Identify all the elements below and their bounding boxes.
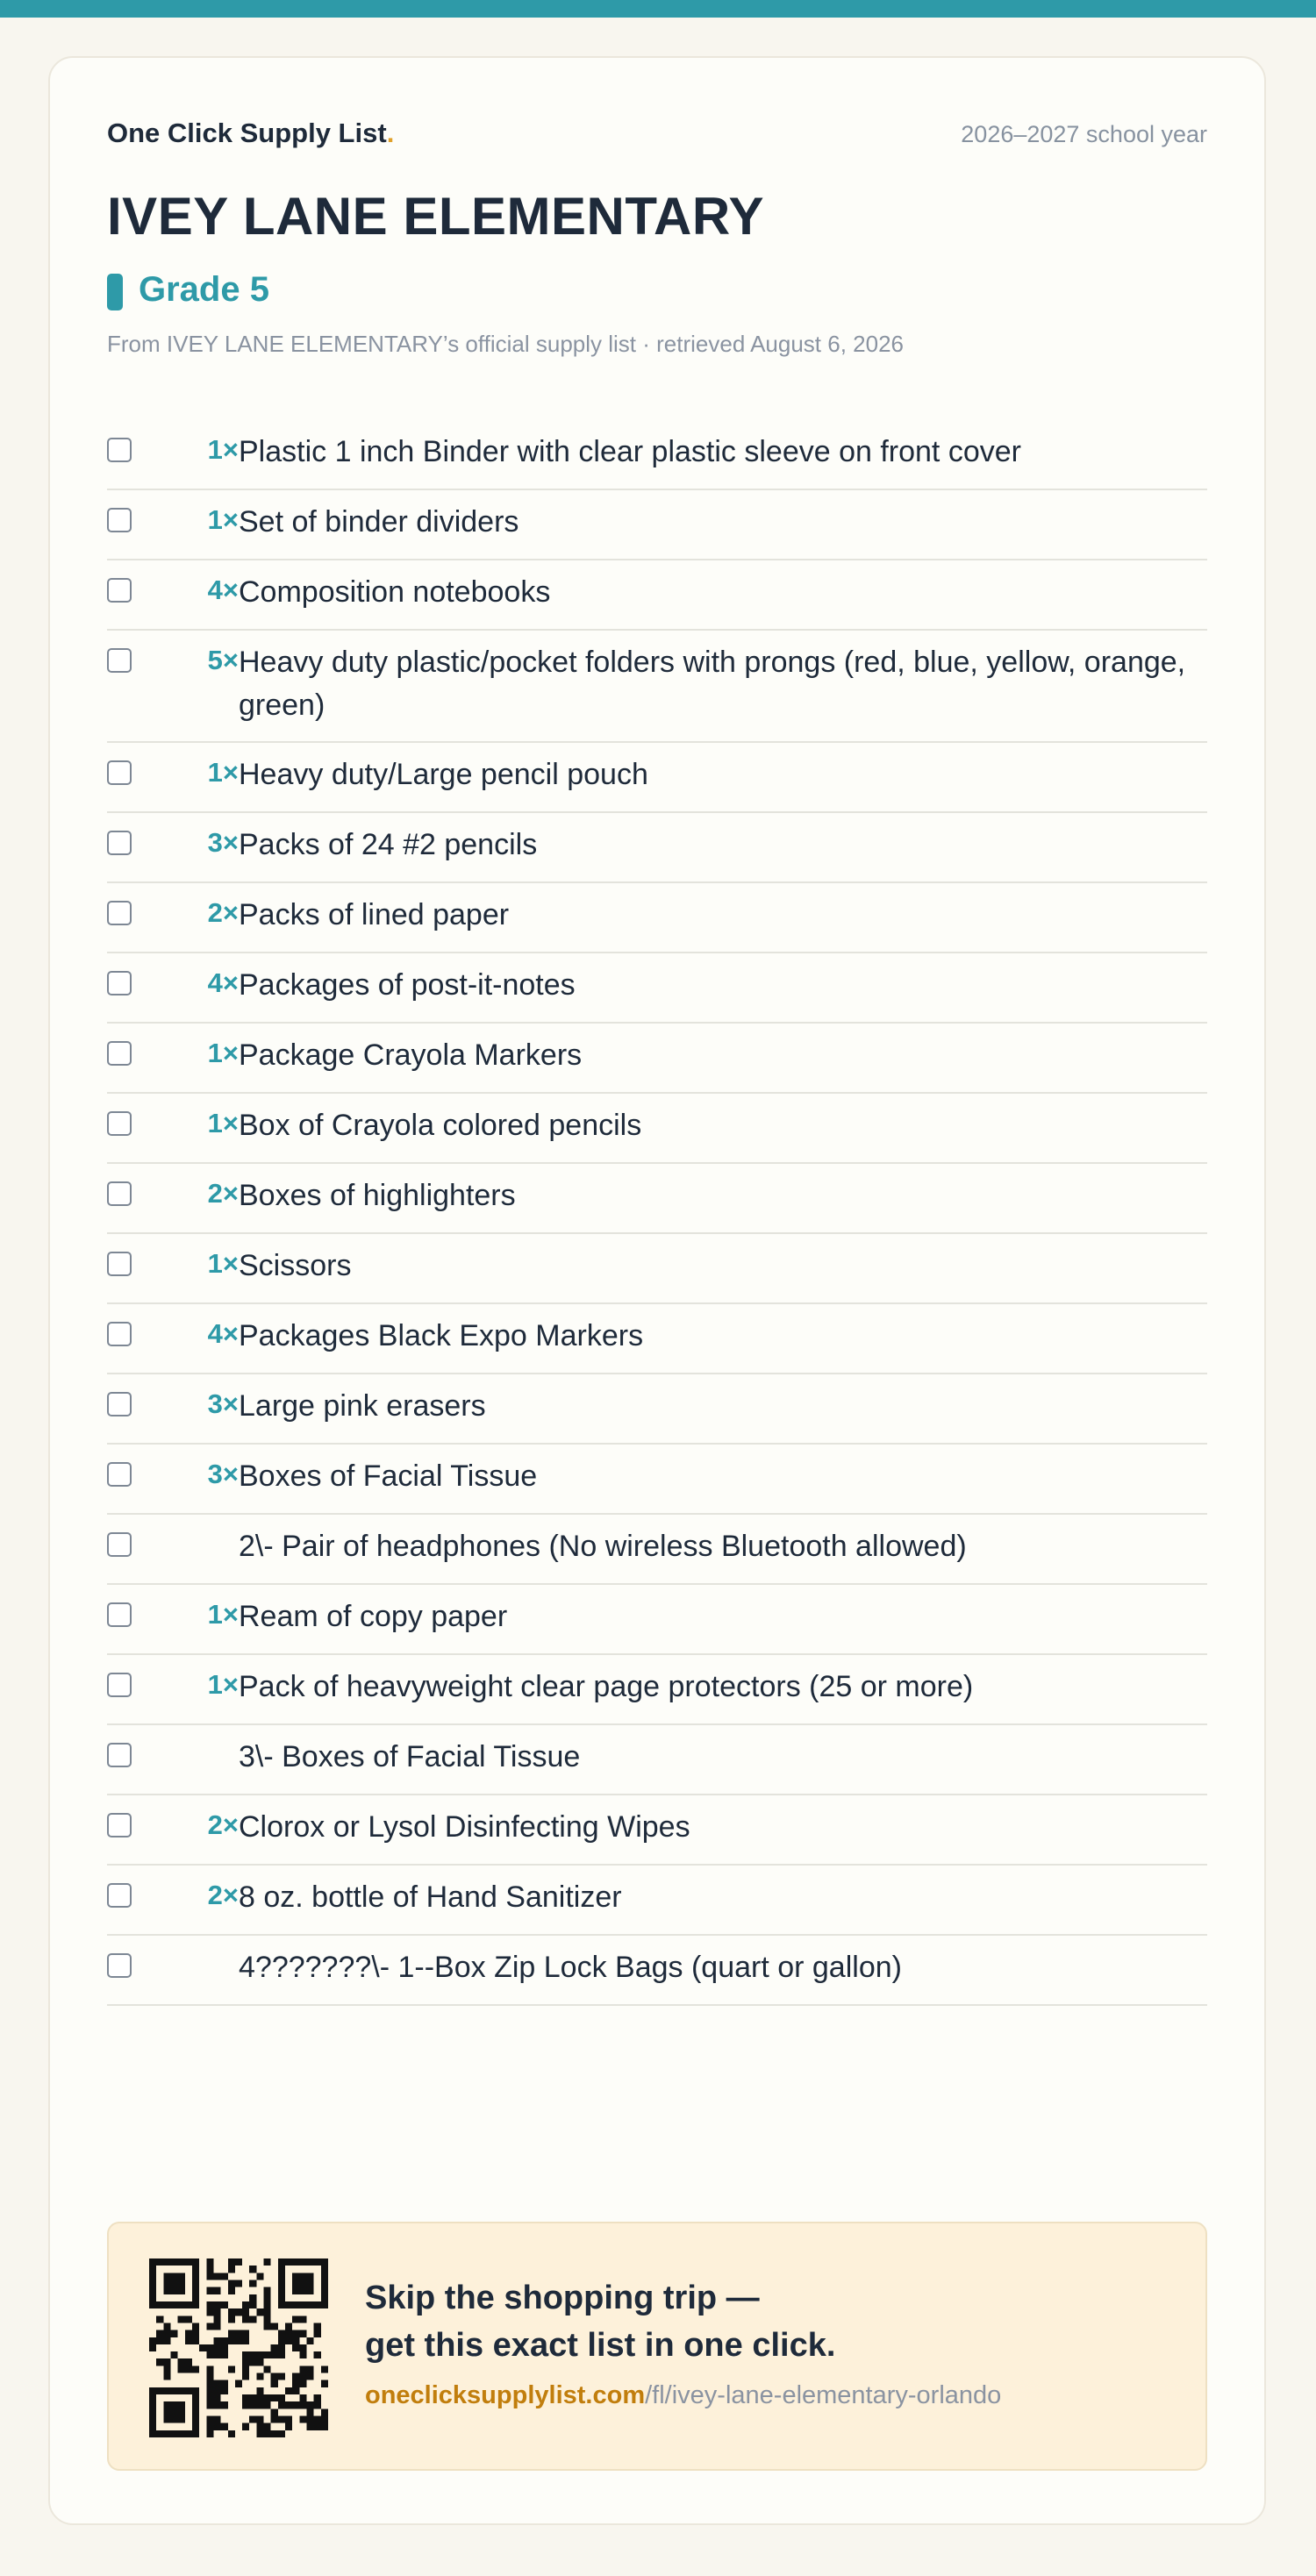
list-item bbox=[107, 1725, 1207, 1795]
item-name: 4???????\- 1--Box Zip Lock Bags (quart or gallon) bbox=[239, 1951, 902, 1984]
list-item bbox=[107, 1024, 1207, 1094]
source-note: From IVEY LANE ELEMENTARY’s official supply list · retrieved August 6, 2026 bbox=[107, 331, 904, 357]
item-checkbox[interactable] bbox=[107, 1602, 132, 1627]
school-year: 2026–2027 school year bbox=[961, 121, 1207, 147]
item-checkbox[interactable] bbox=[107, 1883, 132, 1908]
list-item bbox=[107, 883, 1207, 953]
list-item bbox=[107, 490, 1207, 560]
promo-headline-line2: get this exact list in one click. bbox=[365, 2327, 836, 2364]
item-name: Boxes of Facial Tissue bbox=[239, 1459, 538, 1493]
item-name: Box of Crayola colored pencils bbox=[239, 1109, 642, 1142]
list-item bbox=[107, 1164, 1207, 1234]
item-quantity: 1× bbox=[207, 1038, 239, 1068]
top-accent-bar bbox=[0, 0, 1316, 18]
item-name: Packages Black Expo Markers bbox=[239, 1319, 644, 1352]
item-checkbox[interactable] bbox=[107, 1252, 132, 1276]
supply-list-card bbox=[48, 56, 1266, 2525]
item-quantity: 5× bbox=[207, 645, 239, 675]
item-name: Plastic 1 inch Binder with clear plastic sleeve on front cover bbox=[239, 435, 1021, 468]
list-item bbox=[107, 1515, 1207, 1585]
list-item bbox=[107, 953, 1207, 1024]
item-name: Pack of heavyweight clear page protectors (25 or more) bbox=[239, 1670, 974, 1703]
item-quantity: 4× bbox=[207, 574, 239, 605]
list-item bbox=[107, 560, 1207, 631]
item-checkbox[interactable] bbox=[107, 1181, 132, 1206]
grade-label: Grade 5 bbox=[139, 270, 269, 309]
item-checkbox[interactable] bbox=[107, 1953, 132, 1978]
item-checkbox[interactable] bbox=[107, 1743, 132, 1767]
promo-url-domain: oneclicksupplylist.com bbox=[365, 2381, 646, 2409]
item-quantity: 3× bbox=[207, 1388, 239, 1419]
brand-logo bbox=[107, 118, 394, 149]
item-quantity: 2× bbox=[207, 1880, 239, 1910]
item-quantity: 2× bbox=[207, 1178, 239, 1209]
list-item bbox=[107, 1304, 1207, 1374]
item-name: Large pink erasers bbox=[239, 1389, 486, 1423]
list-item bbox=[107, 420, 1207, 490]
item-name: Heavy duty/Large pencil pouch bbox=[239, 758, 648, 791]
list-item bbox=[107, 1866, 1207, 1936]
list-item bbox=[107, 1234, 1207, 1304]
item-checkbox[interactable] bbox=[107, 1462, 132, 1487]
list-item bbox=[107, 1094, 1207, 1164]
item-checkbox[interactable] bbox=[107, 760, 132, 785]
item-quantity: 1× bbox=[207, 1248, 239, 1279]
list-item bbox=[107, 1445, 1207, 1515]
item-checkbox[interactable] bbox=[107, 508, 132, 532]
item-checkbox[interactable] bbox=[107, 901, 132, 925]
item-quantity: 1× bbox=[207, 757, 239, 788]
promo-url-path: /fl/ivey-lane-elementary-orlando bbox=[645, 2381, 1002, 2409]
grade-marker bbox=[107, 274, 123, 310]
list-item bbox=[107, 1585, 1207, 1655]
item-quantity: 1× bbox=[207, 1669, 239, 1700]
item-quantity: 2× bbox=[207, 897, 239, 928]
item-name: Scissors bbox=[239, 1249, 352, 1282]
item-checkbox[interactable] bbox=[107, 578, 132, 603]
brand-dot: . bbox=[386, 118, 395, 148]
item-quantity: 1× bbox=[207, 504, 239, 535]
list-item bbox=[107, 1795, 1207, 1866]
item-checkbox[interactable] bbox=[107, 1392, 132, 1416]
item-name: 3\- Boxes of Facial Tissue bbox=[239, 1740, 581, 1773]
item-checkbox[interactable] bbox=[107, 1111, 132, 1136]
promo-box bbox=[107, 2222, 1207, 2471]
item-name: Boxes of highlighters bbox=[239, 1179, 516, 1212]
list-item bbox=[107, 1936, 1207, 2006]
list-item bbox=[107, 813, 1207, 883]
item-name: 2\- Pair of headphones (No wireless Bluetooth allowed) bbox=[239, 1530, 967, 1563]
item-quantity: 2× bbox=[207, 1809, 239, 1840]
item-checkbox[interactable] bbox=[107, 1532, 132, 1557]
item-quantity: 1× bbox=[207, 1599, 239, 1630]
item-quantity: 3× bbox=[207, 1459, 239, 1489]
list-item bbox=[107, 631, 1207, 743]
item-checkbox[interactable] bbox=[107, 1322, 132, 1346]
item-name: 8 oz. bottle of Hand Sanitizer bbox=[239, 1880, 622, 1914]
list-item bbox=[107, 1655, 1207, 1725]
item-name: Heavy duty plastic/pocket folders with prongs (red, blue, yellow, orange, green) bbox=[239, 646, 1186, 722]
item-checkbox[interactable] bbox=[107, 648, 132, 673]
brand-name: One Click Supply List bbox=[107, 118, 387, 148]
list-item bbox=[107, 1374, 1207, 1445]
item-name: Packages of post-it-notes bbox=[239, 968, 576, 1002]
item-checkbox[interactable] bbox=[107, 1673, 132, 1697]
item-checkbox[interactable] bbox=[107, 1041, 132, 1066]
item-name: Package Crayola Markers bbox=[239, 1038, 583, 1072]
item-quantity: 1× bbox=[207, 1108, 239, 1138]
item-name: Ream of copy paper bbox=[239, 1600, 508, 1633]
item-checkbox[interactable] bbox=[107, 1813, 132, 1837]
promo-headline bbox=[365, 2274, 835, 2369]
item-name: Packs of lined paper bbox=[239, 898, 510, 931]
item-checkbox[interactable] bbox=[107, 438, 132, 462]
item-quantity: 4× bbox=[207, 967, 239, 998]
supply-list bbox=[107, 420, 1207, 2006]
school-name: IVEY LANE ELEMENTARY bbox=[107, 187, 764, 246]
item-quantity: 3× bbox=[207, 827, 239, 858]
qr-code-icon[interactable] bbox=[149, 2258, 328, 2437]
item-checkbox[interactable] bbox=[107, 831, 132, 855]
item-name: Set of binder dividers bbox=[239, 505, 519, 539]
item-quantity: 1× bbox=[207, 434, 239, 465]
item-name: Clorox or Lysol Disinfecting Wipes bbox=[239, 1810, 690, 1844]
item-name: Packs of 24 #2 pencils bbox=[239, 828, 538, 861]
list-item bbox=[107, 743, 1207, 813]
item-checkbox[interactable] bbox=[107, 971, 132, 995]
item-quantity: 4× bbox=[207, 1318, 239, 1349]
brand-row bbox=[107, 118, 1207, 153]
item-name: Composition notebooks bbox=[239, 575, 551, 609]
promo-headline-line1: Skip the shopping trip — bbox=[365, 2280, 760, 2316]
promo-url-link[interactable] bbox=[365, 2381, 1001, 2410]
